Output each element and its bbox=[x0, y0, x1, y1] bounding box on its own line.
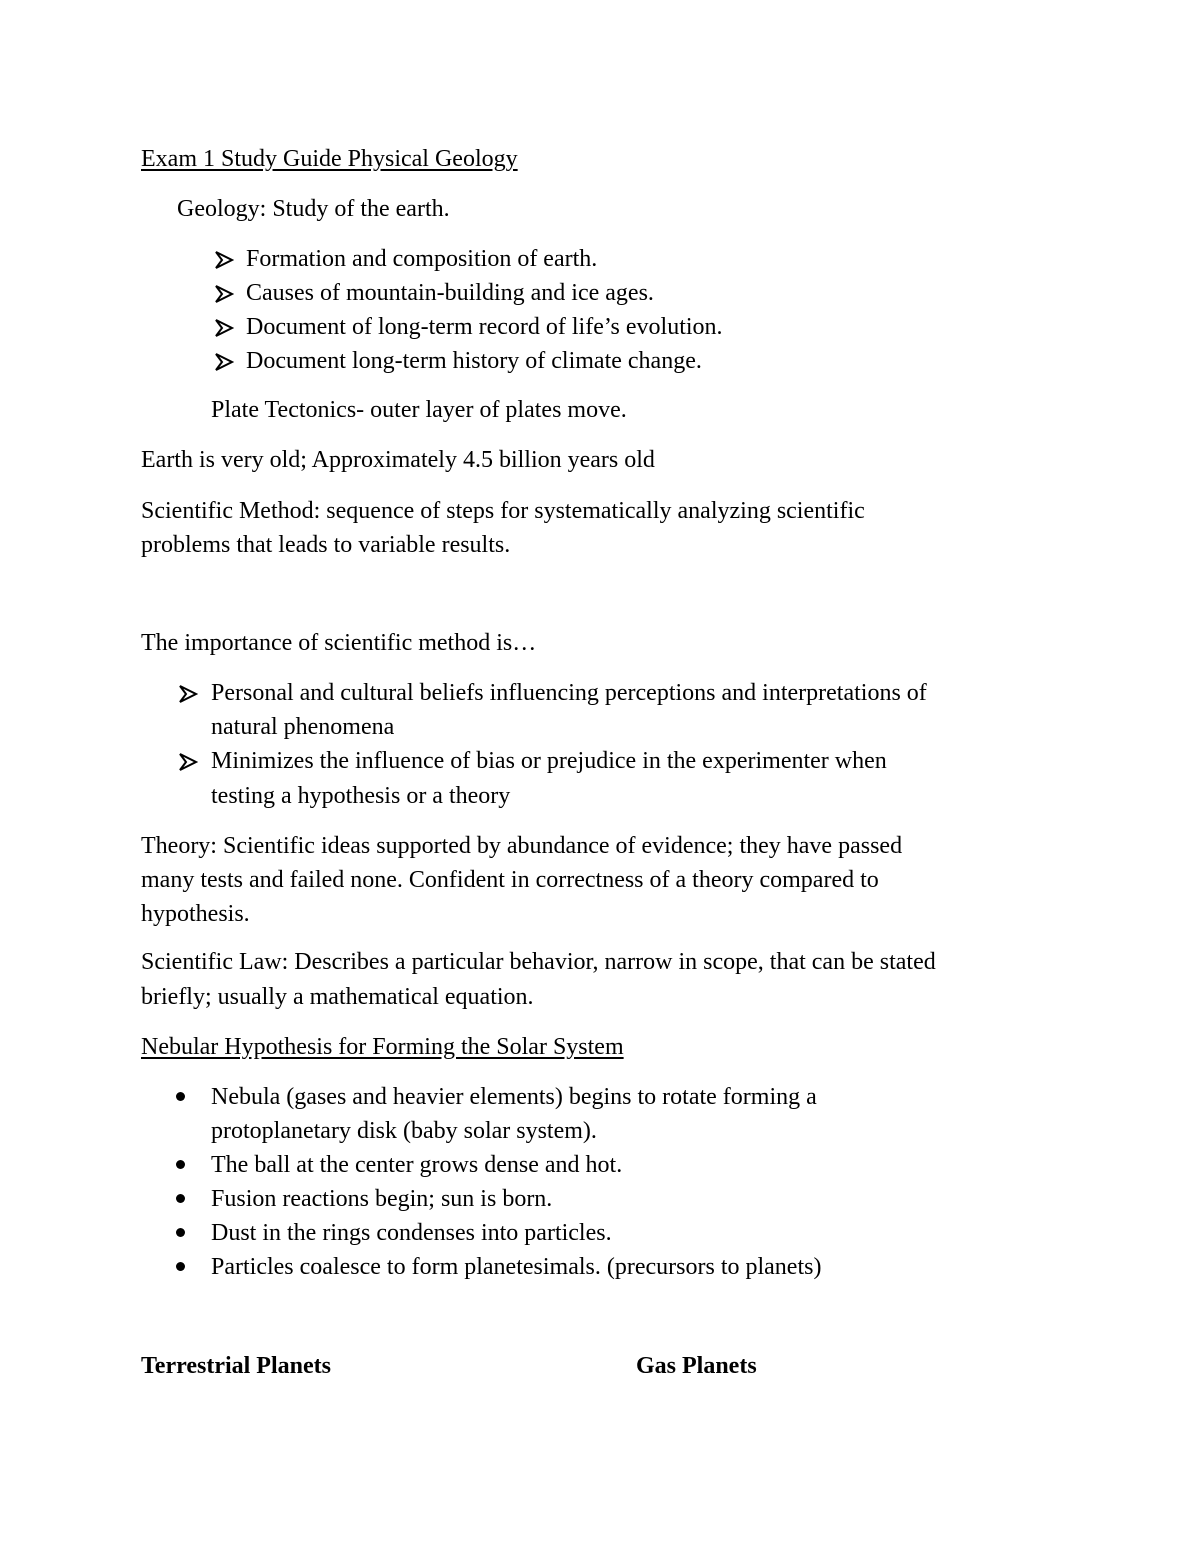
nebular-heading: Nebular Hypothesis for Forming the Solar System bbox=[141, 1034, 624, 1060]
arrow-bullet-icon bbox=[214, 284, 234, 304]
scientific-method-line: Scientific Method: sequence of steps for systematically analyzing scientific bbox=[141, 498, 865, 524]
theory-line: many tests and failed none. Confident in correctness of a theory compared to bbox=[141, 867, 879, 893]
plate-tectonics: Plate Tectonics- outer layer of plates move. bbox=[211, 397, 627, 423]
theory-line: hypothesis. bbox=[141, 901, 250, 927]
geology-point: Document of long-term record of life’s evolution. bbox=[246, 314, 723, 340]
nebular-point: Fusion reactions begin; sun is born. bbox=[211, 1186, 553, 1212]
arrow-bullet-icon bbox=[214, 250, 234, 270]
scientific-method-line: problems that leads to variable results. bbox=[141, 532, 511, 558]
page-title: Exam 1 Study Guide Physical Geology bbox=[141, 146, 518, 172]
arrow-bullet-icon bbox=[214, 352, 234, 372]
nebular-point: Particles coalesce to form planetesimals. (precursors to planets) bbox=[211, 1254, 822, 1280]
scientific-law-line: briefly; usually a mathematical equation. bbox=[141, 984, 534, 1010]
geology-point: Causes of mountain-building and ice ages. bbox=[246, 280, 654, 306]
nebular-point-continued: protoplanetary disk (baby solar system). bbox=[211, 1118, 597, 1144]
bullet-dot-icon bbox=[176, 1228, 185, 1237]
nebular-point: Dust in the rings condenses into particles. bbox=[211, 1220, 612, 1246]
bullet-dot-icon bbox=[176, 1092, 185, 1101]
importance-point: Personal and cultural beliefs influencing perceptions and interpretations of bbox=[211, 680, 927, 706]
terrestrial-planets-heading: Terrestrial Planets bbox=[141, 1353, 331, 1379]
importance-point-continued: testing a hypothesis or a theory bbox=[211, 783, 511, 809]
importance-point: Minimizes the influence of bias or prejudice in the experimenter when bbox=[211, 748, 887, 774]
importance-heading: The importance of scientific method is… bbox=[141, 630, 537, 656]
arrow-bullet-icon bbox=[178, 752, 198, 772]
theory-line: Theory: Scientific ideas supported by abundance of evidence; they have passed bbox=[141, 833, 903, 859]
bullet-dot-icon bbox=[176, 1262, 185, 1271]
geology-point: Formation and composition of earth. bbox=[246, 246, 598, 272]
geology-point: Document long-term history of climate change. bbox=[246, 348, 702, 374]
earth-age: Earth is very old; Approximately 4.5 billion years old bbox=[141, 447, 655, 473]
geology-definition: Geology: Study of the earth. bbox=[177, 196, 450, 222]
nebular-point: The ball at the center grows dense and hot. bbox=[211, 1152, 623, 1178]
arrow-bullet-icon bbox=[178, 684, 198, 704]
arrow-bullet-icon bbox=[214, 318, 234, 338]
nebular-point: Nebula (gases and heavier elements) begins to rotate forming a bbox=[211, 1084, 817, 1110]
bullet-dot-icon bbox=[176, 1194, 185, 1203]
bullet-dot-icon bbox=[176, 1160, 185, 1169]
gas-planets-heading: Gas Planets bbox=[636, 1353, 757, 1379]
importance-point-continued: natural phenomena bbox=[211, 714, 395, 740]
scientific-law-line: Scientific Law: Describes a particular behavior, narrow in scope, that can be stated bbox=[141, 949, 936, 975]
